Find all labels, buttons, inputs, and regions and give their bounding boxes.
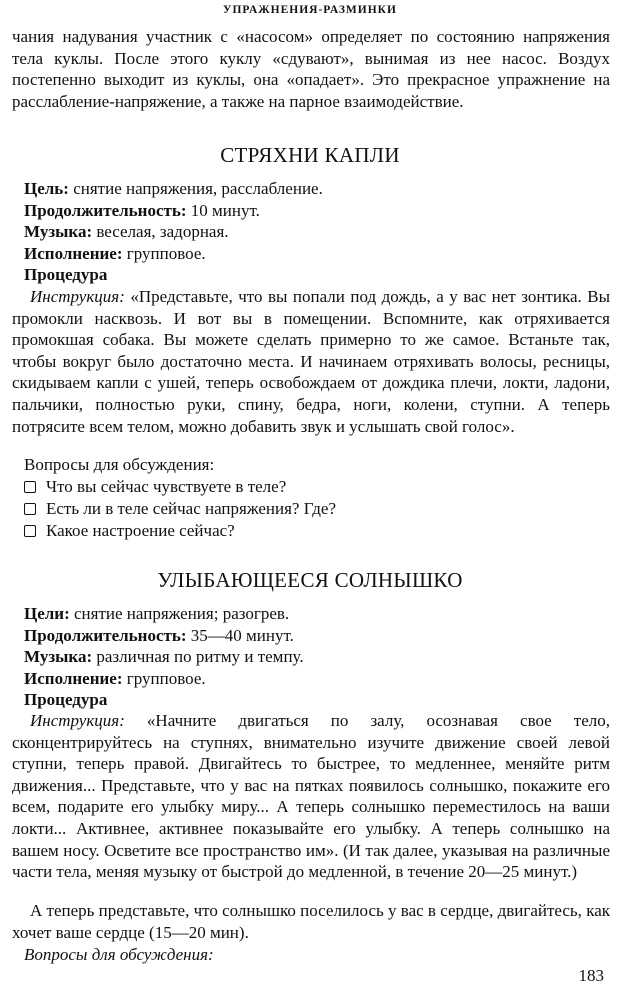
ex1-execution (24, 243, 614, 265)
ex1-procedure-label: Процедура (24, 265, 108, 284)
ex1-goal-label: Цель: (24, 179, 69, 198)
ex2-music-value: различная по ритму и темпу. (92, 647, 304, 666)
ex1-instruction (12, 286, 610, 437)
ex2-questions-label: Вопросы для обсуждения: (24, 945, 214, 964)
ex2-execution (24, 668, 614, 690)
ex2-execution-label: Исполнение: (24, 669, 123, 688)
intro-paragraph: чания надувания участник с «насосом» определяет по состоянию напряжения тела куклы. После этого куклу «сдувают», вынимая из нее насос. Воздух постепенно выходит из куклы, она «опадает». Это прекрасное упражнение на расслабление-напряжение, а также на парное взаимодействие. (12, 27, 610, 111)
ex1-question-3 (24, 520, 235, 542)
ex1-goal-value: снятие напряжения, расслабление. (68, 179, 323, 198)
running-header: УПРАЖНЕНИЯ-РАЗМИНКИ (223, 4, 397, 16)
ex2-paragraph-2: А теперь представьте, что солнышко поселилось у вас в сердце, двигайтесь, как хочет ваше сердце (15—20 мин). (12, 901, 610, 942)
ex2-goal (24, 603, 614, 625)
ex1-music (24, 221, 614, 243)
page-number: 183 (578, 966, 604, 985)
ex1-duration (24, 200, 614, 222)
ex1-question-1-text: Что вы сейчас чувствуете в теле? (46, 477, 287, 496)
ex1-instruction-text: «Представьте, что вы попали под дождь, а у вас нет зонтика. Вы промокли насквозь. И вот вы в помещении. Вспомните, как отряхивается промокшая собака. Вы можете сделать примерно то же самое. Встаньте так, чтобы вокруг было достаточно места. И начинаем отряхивать волосы, ресницы, скидываем капли с ушей, теперь освобождаем от дождика плечи, локти, ладони, пальчики, полностью руки, спину, бедра, ноги, колени, ступни. А теперь потрясите всем телом, можно добавить звук и услышать свой голос». (12, 287, 610, 436)
ex1-music-label: Музыка: (24, 222, 93, 241)
ex1-procedure-heading (24, 264, 614, 286)
ex1-questions-label: Вопросы для обсуждения: (24, 455, 215, 474)
ex2-music-label: Музыка: (24, 647, 93, 666)
ex2-procedure-label: Процедура (24, 690, 108, 709)
ex2-procedure-heading (24, 689, 614, 711)
ex1-question-3-text: Какое настроение сейчас? (46, 521, 235, 540)
ex1-duration-value: 10 минут. (186, 201, 260, 220)
checkbox-icon (24, 481, 36, 493)
exercise-title-2: УЛЫБАЮЩЕЕСЯ СОЛНЫШКО (157, 568, 463, 592)
ex2-duration-value: 35—40 минут. (186, 626, 294, 645)
ex1-question-1 (24, 476, 286, 498)
ex2-duration (24, 625, 614, 647)
ex2-instruction (12, 710, 610, 883)
ex2-instruction-text: «Начните двигаться по залу, осознавая свое тело, сконцентрируйтесь на ступнях, внимательно изучите движение своей левой ступни, теперь правой. Двигайтесь то быстрее, то медленнее, меняйте ритм движения... Представьте, что у вас на пятках появилось солнышко, покажите его всем, подарите его улыбку миру... А теперь солнышко переместилось на ваши локти... Активнее, активнее показывайте его улыбку. А теперь солнышко на вашем носу. Осветите все пространство им». (И так далее, указывая на различные части тела, меняя музыку от быстрой до медленной, в течение 20—25 минут.) (12, 711, 610, 882)
ex2-music (24, 646, 614, 668)
ex2-duration-label: Продолжительность: (24, 626, 187, 645)
ex1-execution-label: Исполнение: (24, 244, 123, 263)
ex1-goal (24, 178, 614, 200)
ex1-execution-value: групповое. (122, 244, 206, 263)
ex2-goal-value: снятие напряжения; разогрев. (69, 604, 290, 623)
ex1-question-2-text: Есть ли в теле сейчас напряжения? Где? (46, 499, 337, 518)
checkbox-icon (24, 503, 36, 515)
ex2-instruction-label: Инструкция: (30, 711, 125, 730)
checkbox-icon (24, 525, 36, 537)
ex2-goal-label: Цели: (24, 604, 70, 623)
ex1-duration-label: Продолжительность: (24, 201, 187, 220)
ex1-music-value: веселая, задорная. (92, 222, 229, 241)
ex1-question-2 (24, 498, 336, 520)
exercise-title-1: СТРЯХНИ КАПЛИ (220, 143, 400, 167)
ex1-instruction-label: Инструкция: (30, 287, 125, 306)
ex2-execution-value: групповое. (122, 669, 206, 688)
